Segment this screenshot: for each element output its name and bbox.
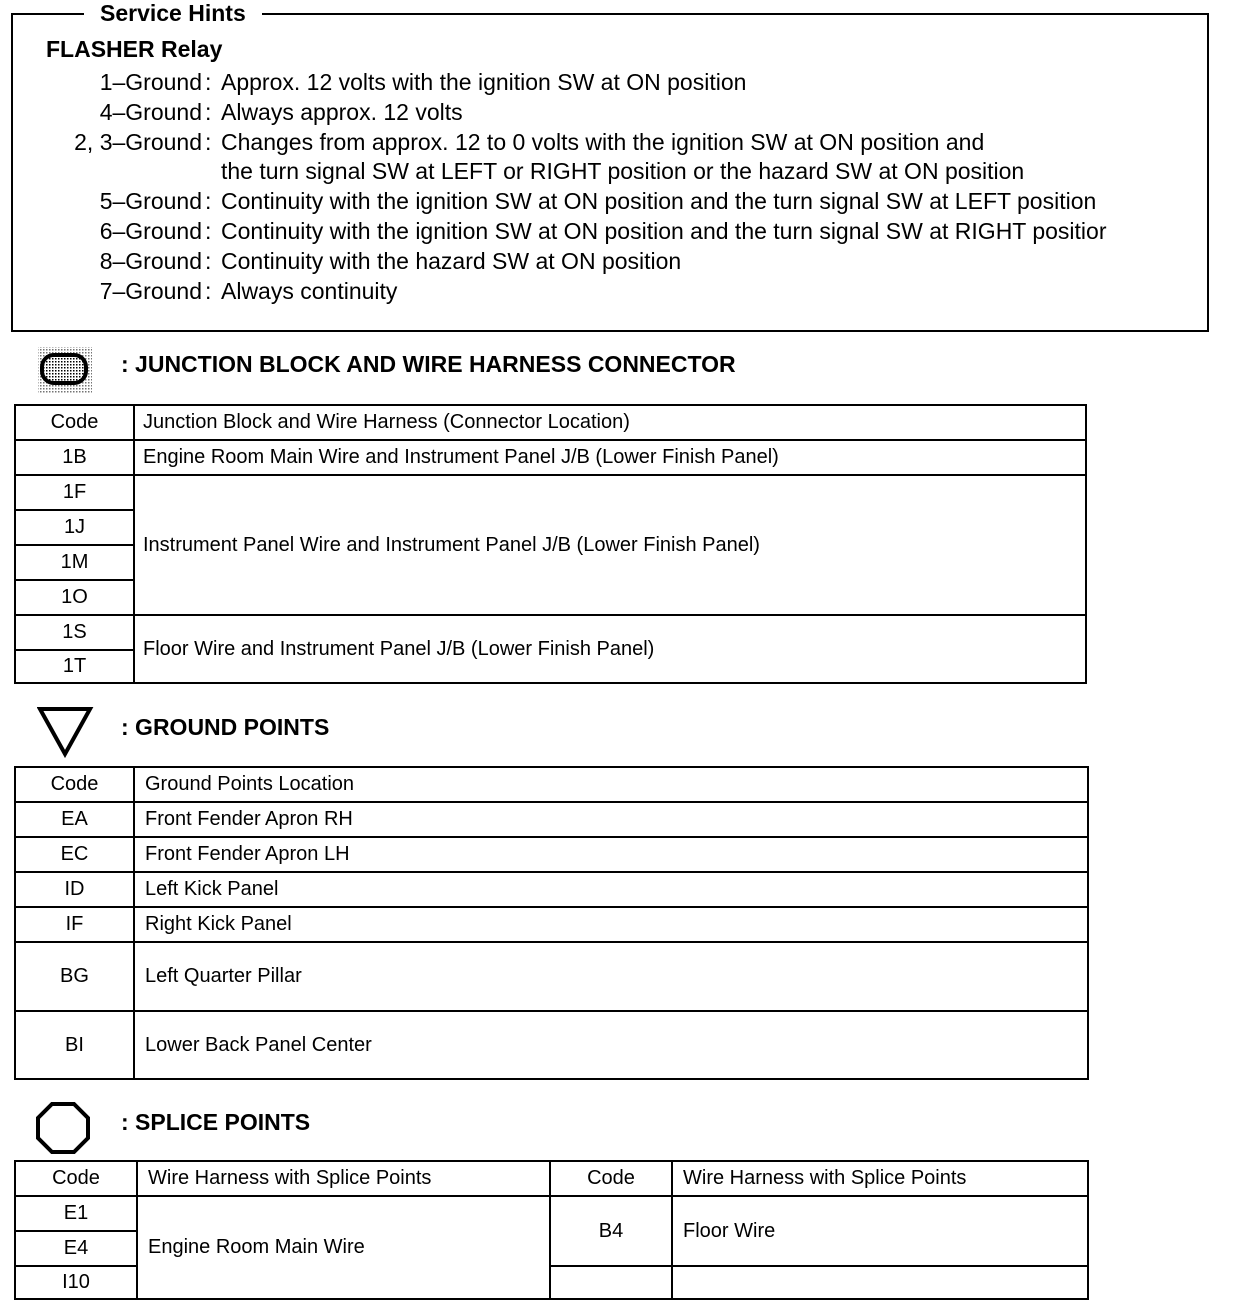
table-header-row bbox=[15, 767, 1088, 802]
location-cell: Right Kick Panel bbox=[134, 907, 1088, 942]
hint-desc: Always continuity bbox=[221, 278, 398, 304]
code-cell: E1 bbox=[15, 1196, 137, 1231]
table-row bbox=[15, 475, 1086, 510]
code-cell: 1J bbox=[15, 510, 134, 545]
hint-colon: : bbox=[205, 69, 212, 95]
table-row bbox=[15, 615, 1086, 650]
junction-connector-icon bbox=[37, 346, 95, 394]
location-cell: Left Quarter Pillar bbox=[134, 942, 1088, 1011]
code-cell: 1M bbox=[15, 545, 134, 580]
column-header-wire-harness: Wire Harness with Splice Points bbox=[137, 1161, 550, 1196]
ground-triangle-icon bbox=[37, 706, 95, 758]
hint-term: 7–Ground bbox=[99, 278, 202, 304]
service-hints-legend: Service Hints bbox=[84, 0, 262, 26]
splice-section-title: : SPLICE POINTS bbox=[121, 1109, 311, 1135]
description-cell: Engine Room Main Wire and Instrument Panel J/B (Lower Finish Panel) bbox=[134, 440, 1086, 475]
hint-desc: Continuity with the ignition SW at ON position and the turn signal SW at LEFT position bbox=[221, 188, 1097, 214]
column-header-wire-harness: Wire Harness with Splice Points bbox=[672, 1161, 1088, 1196]
location-cell: Front Fender Apron LH bbox=[134, 837, 1088, 872]
flasher-relay-title: FLASHER Relay bbox=[46, 36, 223, 62]
hint-row bbox=[0, 248, 1248, 274]
hint-colon: : bbox=[205, 218, 212, 244]
table-header-row bbox=[15, 405, 1086, 440]
code-cell: 1O bbox=[15, 580, 134, 615]
column-header-code: Code bbox=[550, 1161, 672, 1196]
hint-desc: Always approx. 12 volts bbox=[221, 99, 463, 125]
table-row bbox=[15, 907, 1088, 942]
code-cell: 1B bbox=[15, 440, 134, 475]
empty-cell bbox=[672, 1266, 1088, 1299]
table-row bbox=[15, 942, 1088, 1011]
hint-desc: Continuity with the hazard SW at ON position bbox=[221, 248, 682, 274]
table-row bbox=[15, 440, 1086, 475]
hint-row-continuation bbox=[0, 158, 1248, 184]
junction-section-title: : JUNCTION BLOCK AND WIRE HARNESS CONNECTOR bbox=[121, 351, 736, 377]
description-cell: Floor Wire and Instrument Panel J/B (Lower Finish Panel) bbox=[134, 615, 1086, 683]
code-cell: EA bbox=[15, 802, 134, 837]
column-header-location: Ground Points Location bbox=[134, 767, 1088, 802]
hint-colon: : bbox=[205, 278, 212, 304]
code-cell: EC bbox=[15, 837, 134, 872]
code-cell: 1T bbox=[15, 650, 134, 683]
code-cell: 1S bbox=[15, 615, 134, 650]
code-cell: B4 bbox=[550, 1196, 672, 1266]
code-cell: I10 bbox=[15, 1266, 137, 1299]
hint-term: 8–Ground bbox=[99, 248, 202, 274]
hint-row bbox=[0, 188, 1248, 214]
column-header-code: Code bbox=[15, 405, 134, 440]
code-cell: E4 bbox=[15, 1231, 137, 1266]
hint-row bbox=[0, 99, 1248, 125]
location-cell: Lower Back Panel Center bbox=[134, 1011, 1088, 1079]
code-cell: 1F bbox=[15, 475, 134, 510]
description-cell: Instrument Panel Wire and Instrument Panel J/B (Lower Finish Panel) bbox=[134, 475, 1086, 615]
hint-desc: Changes from approx. 12 to 0 volts with the ignition SW at ON position and bbox=[221, 129, 985, 155]
ground-table bbox=[14, 766, 1089, 1080]
table-row bbox=[15, 1196, 1088, 1231]
table-row bbox=[15, 1011, 1088, 1079]
hint-desc: Approx. 12 volts with the ignition SW at ON position bbox=[221, 69, 747, 95]
hint-term: 2, 3–Ground bbox=[74, 129, 202, 155]
table-header-row bbox=[15, 1161, 1088, 1196]
hint-term: 4–Ground bbox=[99, 99, 202, 125]
hint-row bbox=[0, 278, 1248, 304]
hint-row bbox=[0, 129, 1248, 155]
splice-octagon-icon bbox=[35, 1101, 91, 1155]
hint-term: 1–Ground bbox=[99, 69, 202, 95]
table-row bbox=[15, 802, 1088, 837]
location-cell: Left Kick Panel bbox=[134, 872, 1088, 907]
hint-colon: : bbox=[205, 129, 212, 155]
junction-table bbox=[14, 404, 1087, 684]
location-cell: Front Fender Apron RH bbox=[134, 802, 1088, 837]
code-cell: ID bbox=[15, 872, 134, 907]
column-header-location: Junction Block and Wire Harness (Connector Location) bbox=[134, 405, 1086, 440]
code-cell: BI bbox=[15, 1011, 134, 1079]
wire-harness-cell: Engine Room Main Wire bbox=[137, 1196, 550, 1299]
splice-table bbox=[14, 1160, 1089, 1300]
code-cell: BG bbox=[15, 942, 134, 1011]
hint-colon: : bbox=[205, 99, 212, 125]
hint-row bbox=[0, 218, 1248, 244]
hint-term: 5–Ground bbox=[99, 188, 202, 214]
table-row bbox=[15, 872, 1088, 907]
ground-section-title: : GROUND POINTS bbox=[121, 714, 330, 740]
hint-desc: the turn signal SW at LEFT or RIGHT position or the hazard SW at ON position bbox=[221, 158, 1025, 184]
hint-row bbox=[0, 69, 1248, 95]
hint-colon: : bbox=[205, 188, 212, 214]
code-cell: IF bbox=[15, 907, 134, 942]
table-row bbox=[15, 837, 1088, 872]
hint-colon: : bbox=[205, 248, 212, 274]
hint-desc: Continuity with the ignition SW at ON position and the turn signal SW at RIGHT positior bbox=[221, 218, 1107, 244]
column-header-code: Code bbox=[15, 1161, 137, 1196]
wire-harness-cell: Floor Wire bbox=[672, 1196, 1088, 1266]
hint-term: 6–Ground bbox=[99, 218, 202, 244]
empty-cell bbox=[550, 1266, 672, 1299]
column-header-code: Code bbox=[15, 767, 134, 802]
